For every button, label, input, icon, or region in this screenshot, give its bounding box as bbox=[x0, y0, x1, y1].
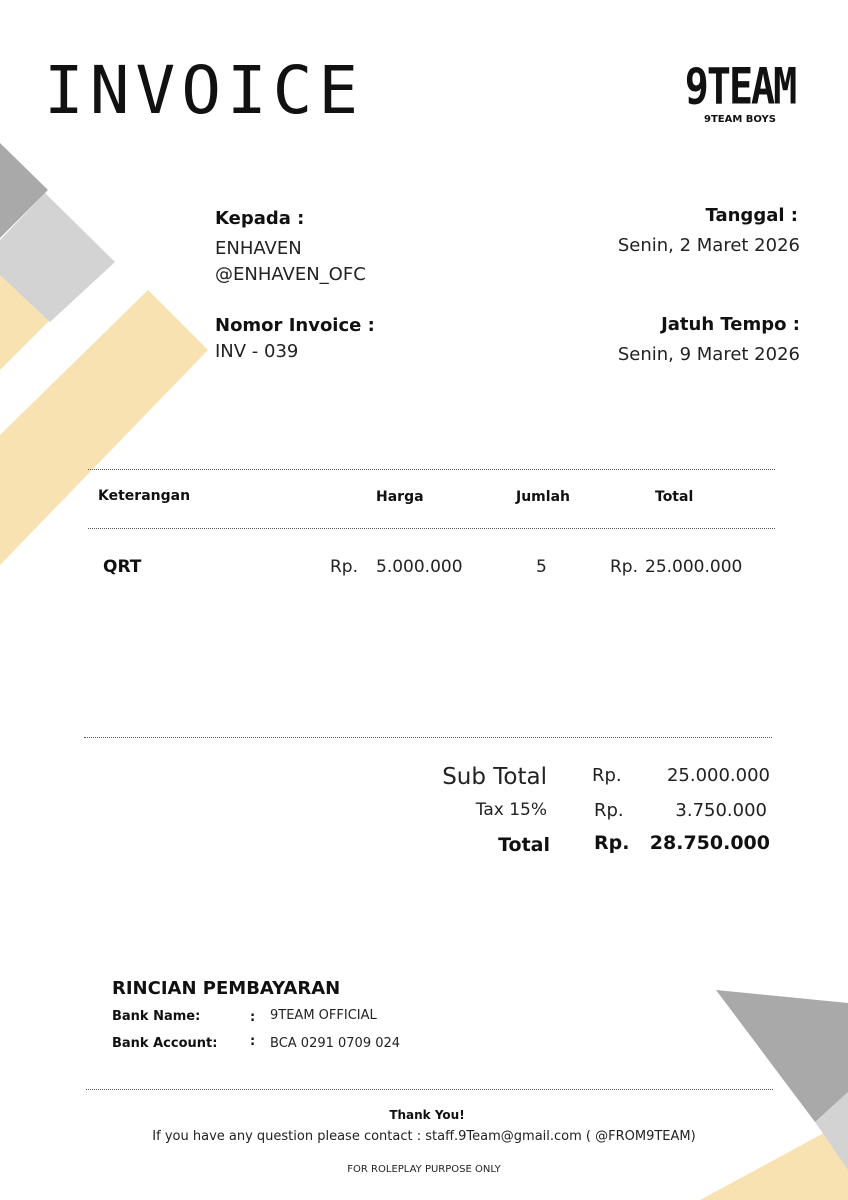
total-value: 28.750.000 bbox=[649, 832, 770, 854]
contact-text: If you have any question please contact : staff.9Team@gmail.com ( @FROM9TEAM) bbox=[152, 1129, 696, 1144]
logo-subtitle: 9TEAM BOYS bbox=[704, 114, 776, 125]
tax-label: Tax 15% bbox=[475, 800, 547, 820]
invoice-title: INVOICE bbox=[44, 52, 365, 129]
total-currency: Rp. bbox=[594, 832, 630, 854]
total-label: Total bbox=[498, 834, 550, 856]
right-gray-dark-triangle bbox=[716, 990, 848, 1122]
invoice-number-value: INV - 039 bbox=[215, 341, 299, 362]
payment-heading: RINCIAN PEMBAYARAN bbox=[112, 978, 341, 999]
bank-name-separator: : bbox=[250, 1010, 256, 1025]
table-header-divider bbox=[88, 528, 775, 529]
bank-name-label: Bank Name: bbox=[112, 1009, 201, 1024]
thank-you-text: Thank You! bbox=[389, 1108, 465, 1122]
table-bottom-divider bbox=[84, 737, 772, 738]
bill-to-name: ENHAVEN bbox=[215, 238, 302, 259]
logo-mark: 9TEAM bbox=[684, 58, 796, 116]
bank-account-value: BCA 0291 0709 024 bbox=[270, 1036, 401, 1051]
brand-logo bbox=[680, 58, 800, 125]
col-header-price: Harga bbox=[376, 489, 424, 505]
due-date-value: Senin, 9 Maret 2026 bbox=[617, 344, 800, 365]
subtotal-currency: Rp. bbox=[592, 765, 622, 786]
col-header-total: Total bbox=[655, 489, 694, 505]
tax-currency: Rp. bbox=[594, 800, 624, 821]
bill-to-label: Kepada : bbox=[215, 208, 305, 229]
row-description: QRT bbox=[103, 557, 142, 577]
disclaimer-text: FOR ROLEPLAY PURPOSE ONLY bbox=[347, 1164, 501, 1175]
col-header-description: Keterangan bbox=[98, 488, 191, 504]
subtotal-value: 25.000.000 bbox=[666, 765, 770, 786]
date-label: Tanggal : bbox=[705, 205, 798, 226]
table-top-divider bbox=[88, 469, 775, 470]
invoice-number-label: Nomor Invoice : bbox=[215, 315, 375, 336]
subtotal-label: Sub Total bbox=[442, 764, 547, 790]
bill-to-handle: @ENHAVEN_OFC bbox=[215, 264, 366, 285]
bank-account-label: Bank Account: bbox=[112, 1036, 218, 1051]
row-total-currency: Rp. bbox=[610, 557, 639, 577]
col-header-quantity: Jumlah bbox=[516, 489, 570, 505]
footer-divider bbox=[86, 1089, 773, 1090]
row-price-currency: Rp. bbox=[330, 557, 359, 577]
row-quantity: 5 bbox=[536, 557, 547, 577]
row-price: 5.000.000 bbox=[376, 557, 463, 577]
date-value: Senin, 2 Maret 2026 bbox=[617, 235, 800, 256]
due-date-label: Jatuh Tempo : bbox=[661, 314, 800, 335]
row-total: 25.000.000 bbox=[645, 557, 743, 577]
tax-value: 3.750.000 bbox=[675, 800, 767, 821]
bank-account-separator: : bbox=[250, 1034, 256, 1049]
bank-name-value: 9TEAM OFFICIAL bbox=[270, 1008, 377, 1023]
